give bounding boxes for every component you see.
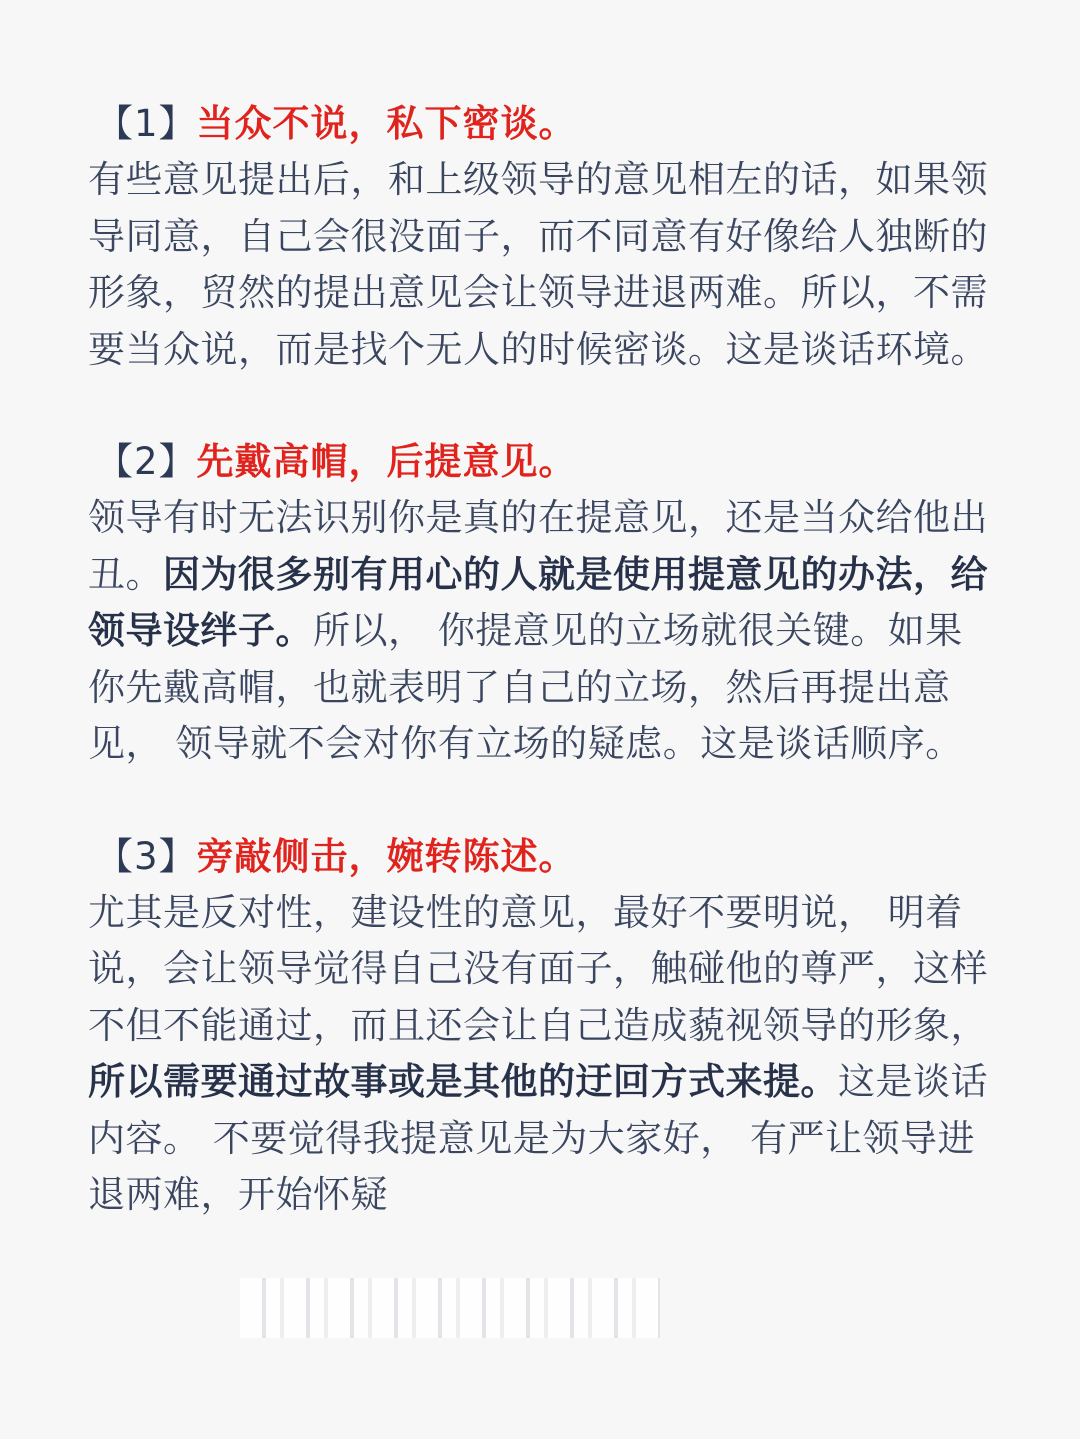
section-number: 【3】: [96, 834, 197, 878]
section-heading: [88, 434, 998, 490]
body-segment: 有些意见提出后，和上级领导的意见相左的话，如果领导同意，自己会很没面子，而不同意有好像给人独断的形象，贸然的提出意见会让领导进退两难。所以，不需要当众说，而是找个无人的时候密谈。这是谈话环境。: [88, 158, 988, 371]
body-segment-bold: 因为很多别有用心的人就是使用提意见的办法，给领导设绊子。: [88, 552, 988, 652]
section-title: 先戴高帽，后提意见。: [196, 440, 577, 483]
section-body: [88, 152, 998, 378]
section-title: 旁敲侧击，婉转陈述。: [196, 834, 577, 878]
section-number: 【1】: [96, 102, 197, 145]
section-title: 当众不说，私下密谈。: [196, 102, 577, 145]
section-2: [88, 434, 998, 773]
body-segment: 这是谈话内容。 不要觉得我提意见是为大家好， 有: [88, 1060, 988, 1160]
section-heading: [88, 829, 998, 885]
section-3: [88, 829, 998, 1224]
section-heading: [88, 96, 998, 152]
body-segment: 严让领导进退两难，开始怀疑: [88, 1116, 976, 1216]
watermark-overlay: [240, 1278, 660, 1338]
body-segment: 尤其是反对性，建设性的意见，最好不要明说， 明着说，会让领导觉得自己没有面子，触碰他的尊严，这样不但不能通过，而且还会让自己造成藐视领导的形象，: [88, 890, 988, 1047]
article: [88, 96, 998, 1280]
body-segment: 所以， 你提意见的立场就很关键。如果你先戴高帽，也就表明了自己的立场，然后再提出意见， 领导就不会对你有立场的疑虑。这是谈话顺序。: [88, 609, 963, 765]
body-segment-bold: 所以需要通过故事或是其他的迂回方式来提。: [88, 1060, 838, 1103]
section-1: [88, 96, 998, 378]
section-body: [88, 490, 998, 773]
section-body: [88, 885, 998, 1224]
section-number: 【2】: [96, 440, 197, 483]
body-segment: 领导有时无法识别你是真的在提意见，还是当众给他出丑。: [88, 496, 988, 596]
